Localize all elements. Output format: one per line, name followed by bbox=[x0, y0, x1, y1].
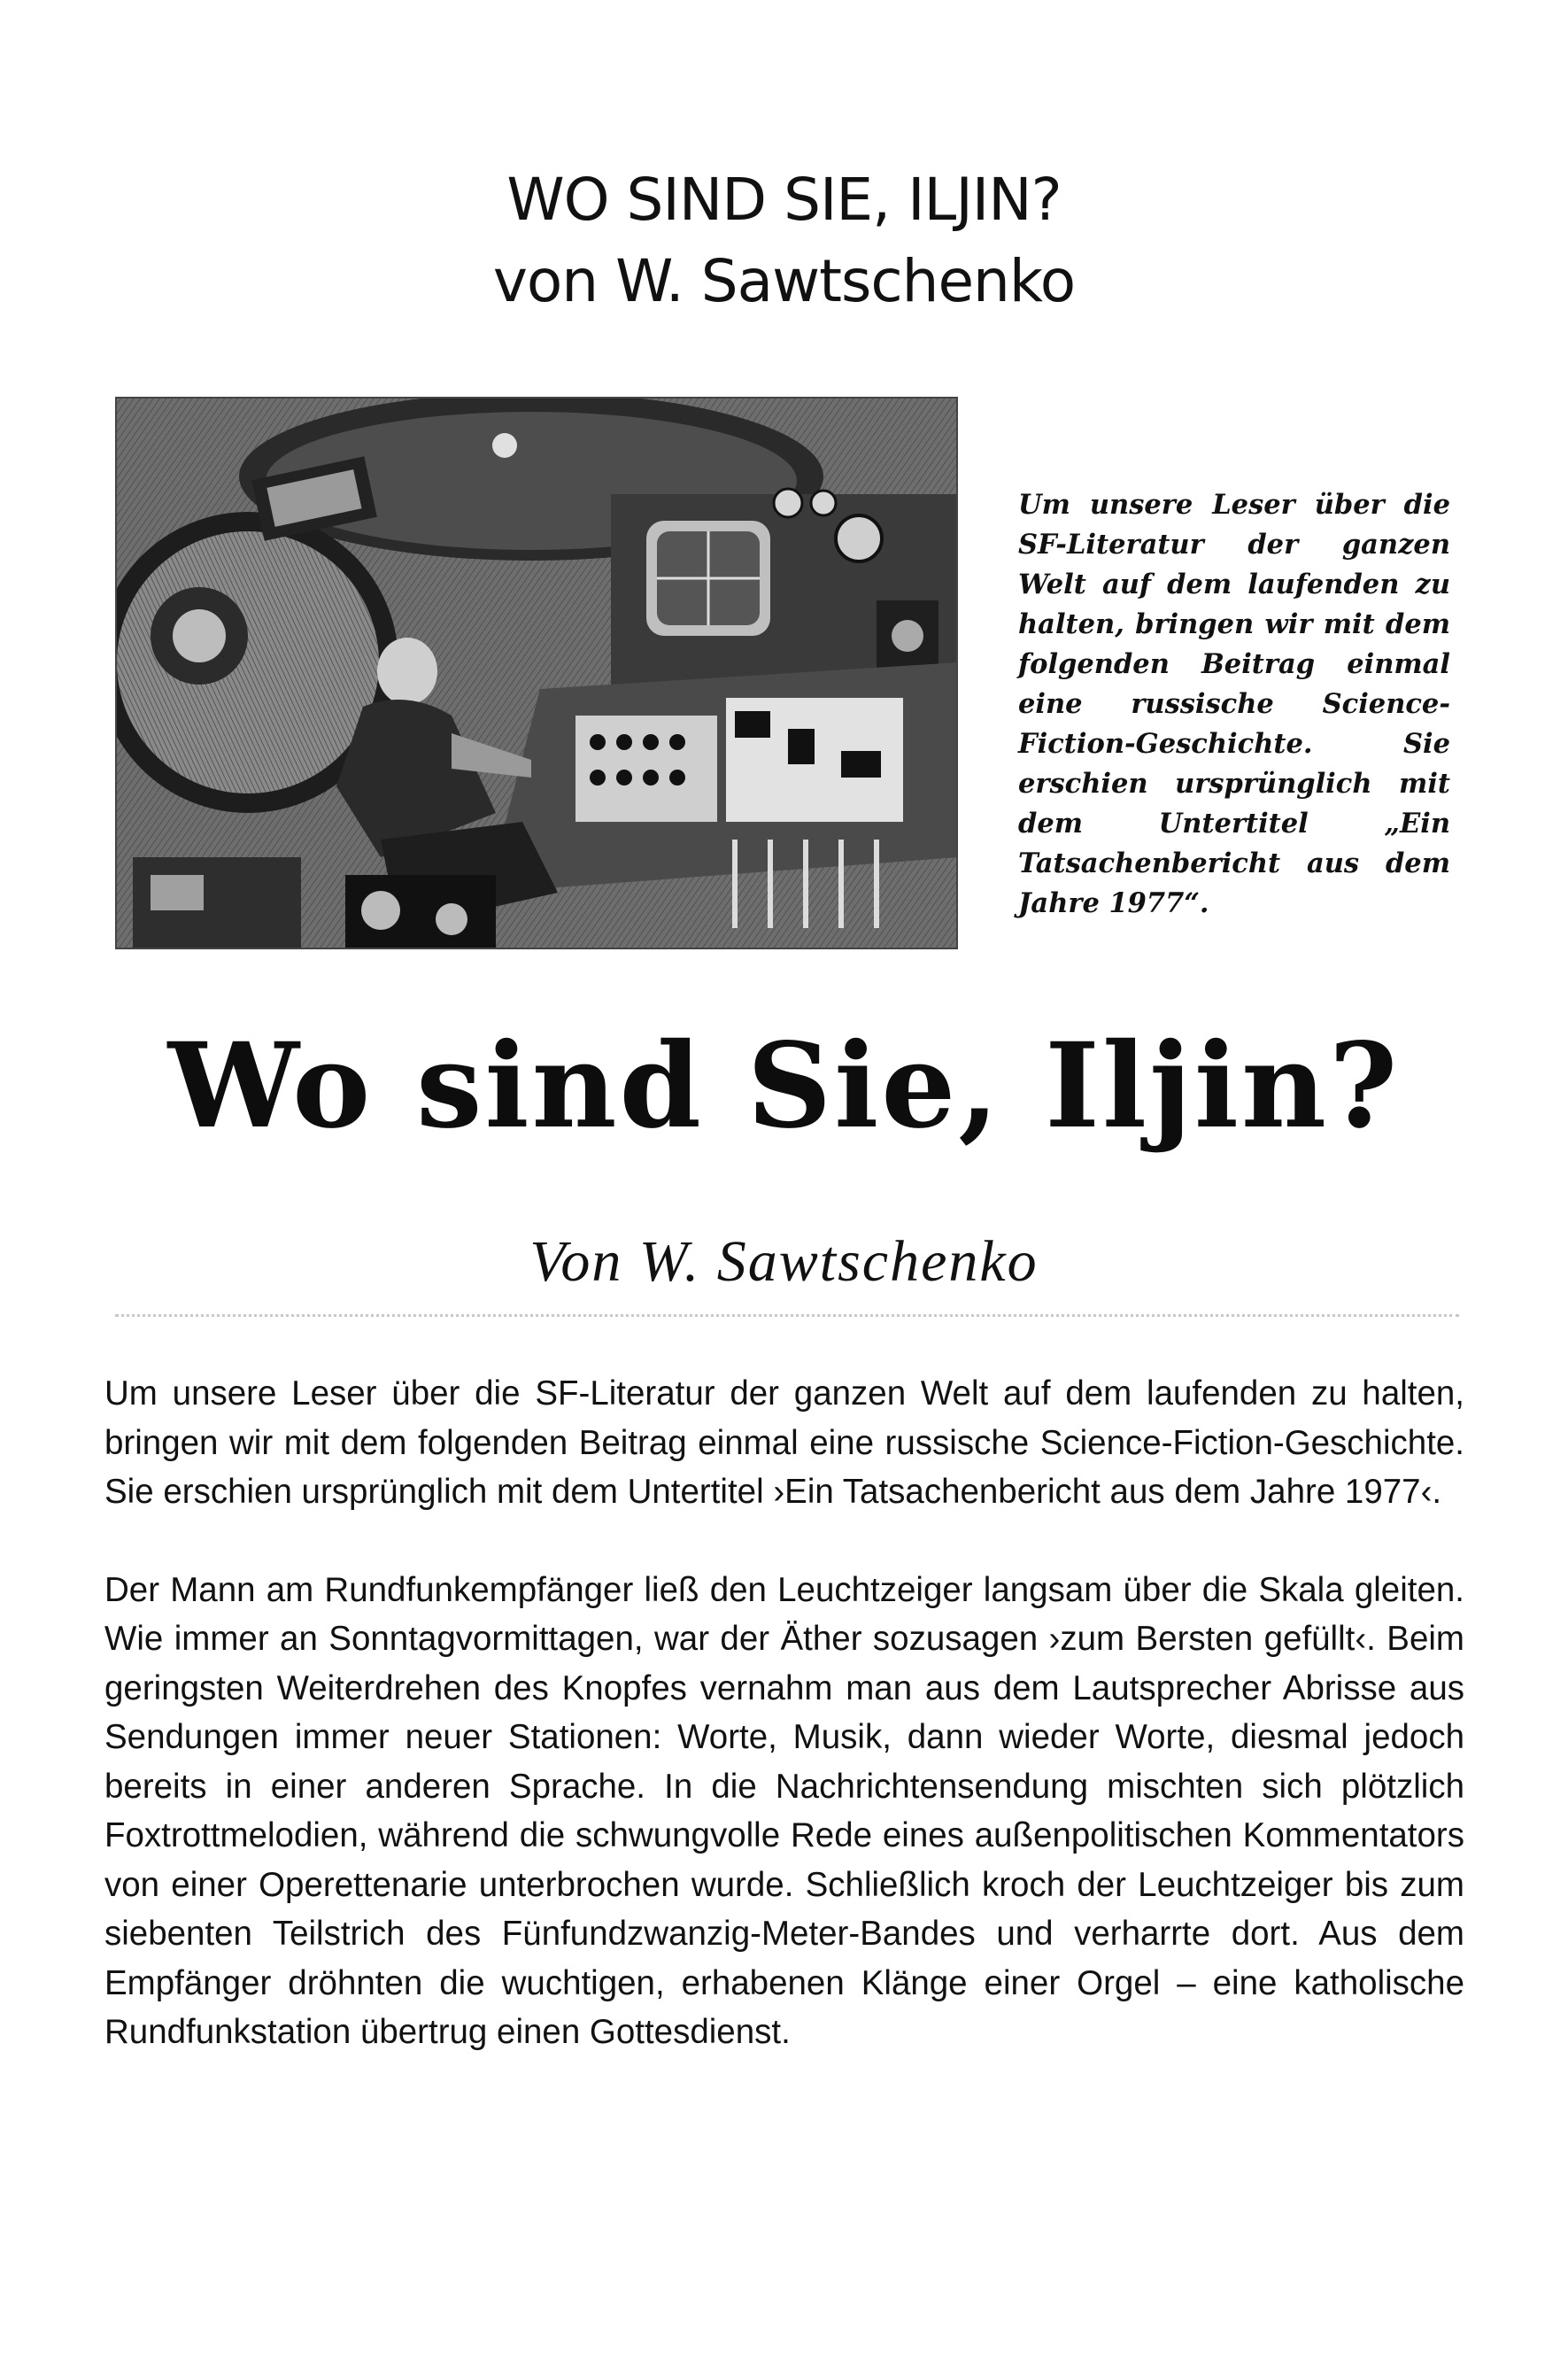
scanned-story-byline: Von W. Sawtschenko bbox=[529, 1229, 1039, 1294]
section-divider bbox=[115, 1314, 1459, 1317]
story-paragraph: Der Mann am Rundfunkempfänger ließ den Leuchtzeiger langsam über die Skala gleiten. Wie immer an Sonntagvormittagen, war der Äther sozusagen ›zum Bersten gefüllt‹. Beim geringsten Weiterdrehen des Knopfes vernahm man aus dem Lautsprecher Abrisse aus Sendungen immer neuer Stationen: Worte, Musik, dann wieder Worte, diesmal jedoch bereits in einer anderen Sprache. In die Nachrichtensendung mischten sich plötzlich Foxtrottmelodien, während die schwungvolle Rede eines außenpolitischen Kommentators von einer Operettenarie unterbrochen wurde. Schließlich kroch der Leuchtzeiger bis zum siebenten Teilstrich des Fünfundzwanzig-Meter-Bandes und verharrte dort. Aus dem Empfänger dröhnten die wuchtigen, erhabenen Klänge einer Orgel – eine katholische Rundfunkstation übertrug einen Gottesdienst. bbox=[104, 1570, 1464, 2051]
page-header bbox=[0, 159, 1568, 322]
sci-fi-control-room-illustration bbox=[115, 397, 958, 949]
intro-paragraph: Um unsere Leser über die SF-Literatur der ganzen Welt auf dem laufenden zu halten, bringen wir mit dem folgenden Beitrag einmal eine russische Science-Fiction-Geschichte. Sie erschien ursprünglich mit dem Untertitel ›Ein Tatsachenbericht aus dem Jahre 1977‹. bbox=[104, 1374, 1464, 1511]
scanned-story-title: Wo sind Sie, Iljin? bbox=[167, 1018, 1401, 1155]
page-title: WO SIND SIE, ILJIN? bbox=[506, 166, 1062, 234]
scanned-intro-text: Um unsere Leser über die SF-Literatur der ganzen Welt auf dem laufenden zu halten, bringen wir mit dem folgenden Beitrag einmal eine russische Science-Fiction-Geschichte. Sie erschien ursprünglich mit dem Untertitel „Ein Tatsachenbericht aus dem Jahre 1977“. bbox=[1018, 489, 1450, 919]
body-text bbox=[104, 1369, 1464, 2106]
page-byline: von W. Sawtschenko bbox=[492, 247, 1076, 315]
